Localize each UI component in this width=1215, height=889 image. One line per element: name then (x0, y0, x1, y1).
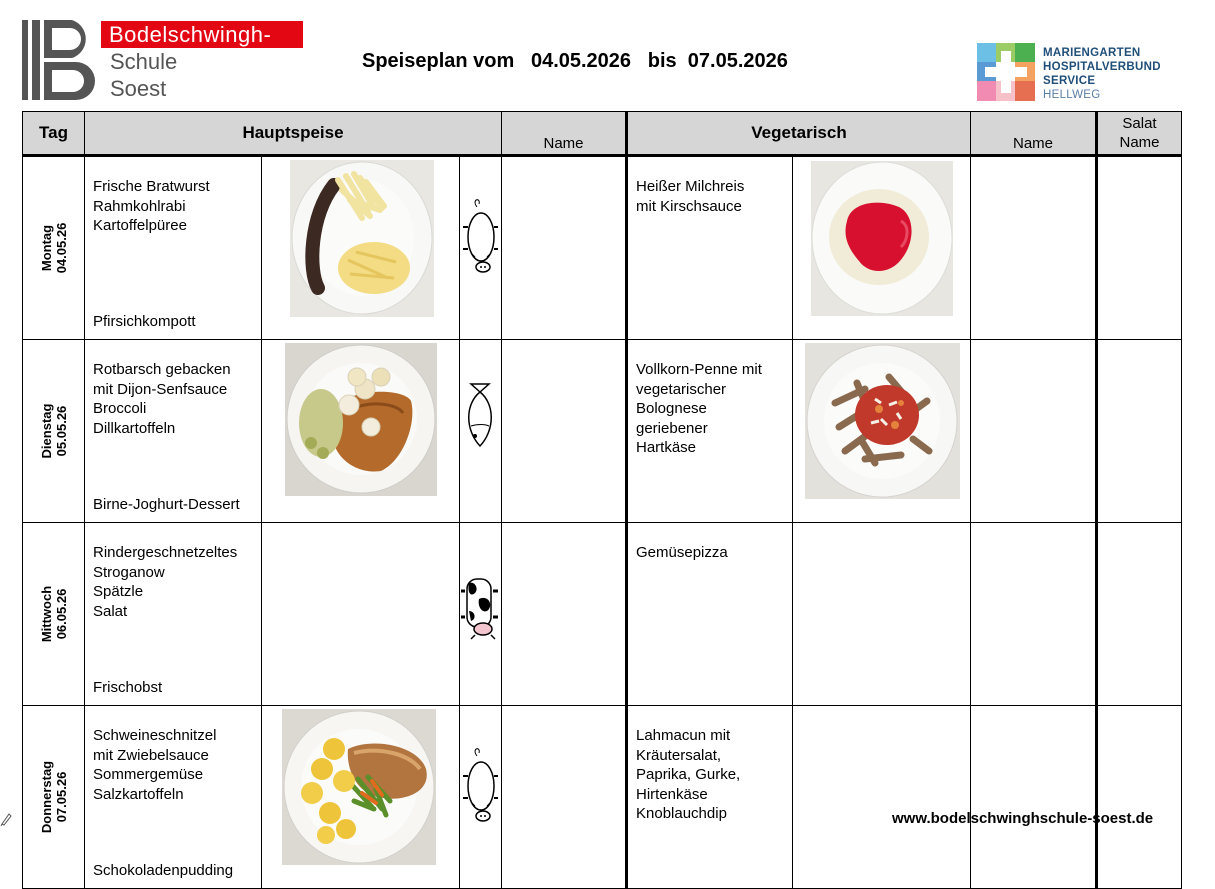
table-row (23, 523, 1182, 706)
col-header-day: Tag (23, 112, 85, 156)
pig-icon (461, 197, 499, 275)
partner-line1: MARIENGARTEN (1043, 47, 1141, 59)
dessert-text: Schokoladenpudding (93, 861, 234, 879)
animal-icon-cell (460, 523, 502, 706)
title-mid: bis (647, 50, 677, 72)
date: 06.05.26 (53, 588, 69, 640)
weekday: Montag (38, 224, 54, 272)
day-cell (23, 340, 85, 523)
veg-dish-cell (627, 156, 793, 340)
day-label (39, 223, 69, 274)
date: 04.05.26 (53, 222, 69, 274)
main-dish-text: Frische Bratwurst Rahmkohlrabi Kartoffelpüree (93, 178, 210, 234)
milchreis-plate-photo (811, 161, 953, 316)
dessert-text: Frischobst (93, 678, 163, 696)
menu-table (22, 111, 1182, 889)
day-label (39, 586, 69, 642)
veg-dish-photo-cell (793, 156, 971, 340)
pig-icon (461, 746, 499, 824)
name2-cell[interactable] (971, 340, 1097, 523)
main-dish-photo-cell (262, 156, 460, 340)
main-dish-photo-cell (262, 523, 460, 706)
main-dish-text: Schweineschnitzel mit Zwiebelsauce Sommergemüse Salzkartoffeln (93, 727, 217, 803)
veg-dish-cell (627, 706, 793, 889)
main-dish-photo-cell (262, 340, 460, 523)
name-cell[interactable] (502, 706, 627, 889)
name-cell[interactable] (502, 156, 627, 340)
veg-dish-photo-cell (793, 523, 971, 706)
main-dish-cell (85, 523, 262, 706)
partner-name (1043, 46, 1161, 102)
penne-plate-photo (805, 343, 960, 499)
school-name-line3: Soest (110, 76, 167, 101)
col-header-name: Name (502, 112, 627, 156)
name2-cell[interactable] (971, 156, 1097, 340)
main-dish-cell (85, 156, 262, 340)
partner-logo-icon (977, 43, 1035, 101)
weekday: Mittwoch (38, 585, 54, 643)
col-header-main: Hauptspeise (85, 112, 502, 156)
partner-line4: HELLWEG (1043, 89, 1101, 101)
date-to: 07.05.2026 (687, 50, 788, 72)
schnitzel-plate-photo (282, 709, 436, 865)
name2-cell[interactable] (971, 523, 1097, 706)
veg-dish-text: Heißer Milchreis mit Kirschsauce (636, 178, 745, 215)
day-label (39, 404, 69, 459)
veg-dish-text: Lahmacun mit Kräutersalat, Paprika, Gurke, Hirtenkäse Knoblauchdip (636, 727, 741, 822)
salat-name-cell[interactable] (1097, 156, 1182, 340)
day-cell (23, 706, 85, 889)
table-row (23, 156, 1182, 340)
pencil-icon (0, 812, 12, 826)
veg-dish-text: Gemüsepizza (636, 544, 728, 561)
animal-icon-cell (460, 156, 502, 340)
veg-dish-photo-cell (793, 340, 971, 523)
school-logo-b (22, 20, 102, 100)
table-row (23, 706, 1182, 889)
date-from: 04.05.2026 (530, 50, 632, 72)
school-name-line1: Bodelschwingh- (109, 22, 272, 47)
salat-name-cell[interactable] (1097, 340, 1182, 523)
day-cell (23, 523, 85, 706)
animal-icon-cell (460, 340, 502, 523)
salat-name-cell[interactable] (1097, 706, 1182, 889)
main-dish-text: Rindergeschnetzeltes Stroganow Spätzle Salat (93, 544, 238, 620)
day-cell (23, 156, 85, 340)
col-header-salat-1: Salat (1122, 115, 1157, 132)
school-name-line2: Schule (110, 49, 178, 74)
fish-icon (461, 380, 499, 458)
col-header-veg: Vegetarisch (627, 112, 971, 156)
weekday: Dienstag (38, 403, 54, 459)
table-row (23, 340, 1182, 523)
page-title (362, 50, 788, 73)
animal-icon-cell (460, 706, 502, 889)
title-prefix: Speiseplan vom (362, 50, 515, 72)
date: 07.05.26 (53, 771, 69, 823)
dessert-text: Birne-Joghurt-Dessert (93, 495, 240, 513)
veg-dish-photo-cell (793, 706, 971, 889)
partner-line2: HOSPITALVERBUND (1043, 61, 1161, 73)
rotbarsch-plate-photo (285, 343, 437, 496)
col-header-salat-2: Name (1119, 134, 1160, 151)
school-name-banner (101, 21, 303, 48)
partner-line3: SERVICE (1043, 75, 1096, 87)
name-cell[interactable] (502, 523, 627, 706)
veg-dish-cell (627, 523, 793, 706)
veg-dish-cell (627, 340, 793, 523)
footer-url[interactable]: www.bodelschwinghschule-soest.de (892, 810, 1154, 827)
name2-cell[interactable] (971, 706, 1097, 889)
veg-dish-text: Vollkorn-Penne mit vegetarischer Bolognese geriebener Hartkäse (636, 361, 762, 456)
col-header-name2: Name (971, 112, 1097, 156)
dessert-text: Pfirsichkompott (93, 312, 196, 330)
salat-name-cell[interactable] (1097, 523, 1182, 706)
table-header-row (23, 112, 1182, 156)
main-dish-photo-cell (262, 706, 460, 889)
main-dish-cell (85, 340, 262, 523)
date: 05.05.26 (53, 405, 69, 457)
cow-icon (461, 563, 499, 641)
main-dish-text: Rotbarsch gebacken mit Dijon-Senfsauce Broccoli Dillkartoffeln (93, 361, 231, 437)
day-label (39, 761, 69, 833)
name-cell[interactable] (502, 340, 627, 523)
weekday: Donnerstag (38, 760, 54, 834)
col-header-salat (1097, 112, 1182, 156)
bratwurst-plate-photo (290, 160, 434, 317)
main-dish-cell (85, 706, 262, 889)
